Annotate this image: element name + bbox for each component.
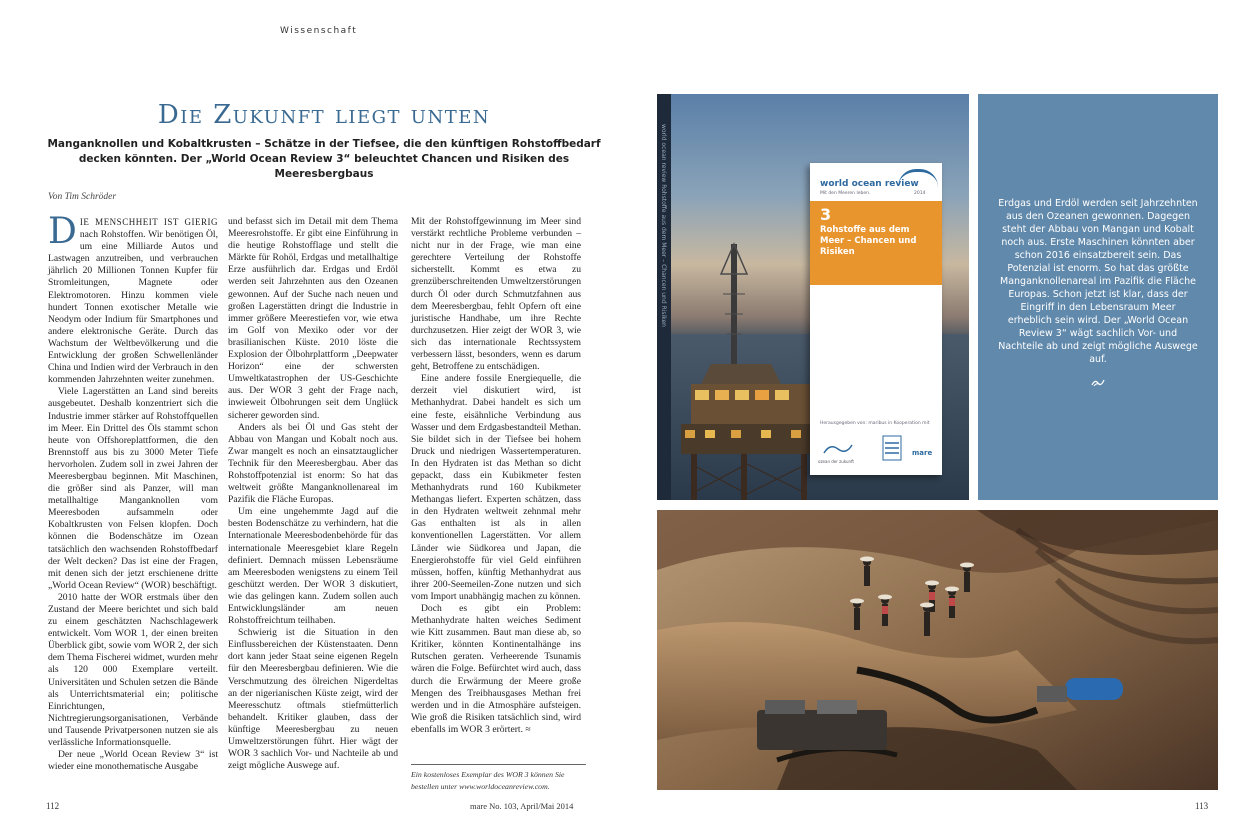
article-title: Die Zukunft liegt unten bbox=[157, 100, 491, 130]
issue-line: mare No. 103, April/Mai 2014 bbox=[470, 801, 574, 811]
footnote: Ein kostenloses Exemplar des WOR 3 können Sie bestellen unter www.worldoceanreview.com. bbox=[411, 764, 586, 793]
book-spine bbox=[657, 94, 671, 500]
mining-scene-illustration bbox=[657, 510, 1218, 790]
paragraph: Doch es gibt ein Problem: Methanhydrate halten weiches Sediment wie Kitt zusammen. Baut man diese ab, so Kritiker, könnten Kontinentalhänge ins Rutschen geraten. Verheerende Tsunamis wären die Folge. Befürchtet wird auch, dass durch die Erwärmung der Meere große Mengen des Treibhausgases Methan frei werden und in die Atmosphäre aufsteigen. Wie groß die Risiken tatsächlich sind, wird ebenfalls im WOR 3 erörtert. ≈ bbox=[411, 603, 581, 735]
mare-logo: mare bbox=[912, 449, 933, 457]
page-number-right: 113 bbox=[1195, 801, 1209, 811]
paragraph: Anders als bei Öl und Gas steht der Abbau von Mangan und Kobalt noch aus. Zwar mangelt es noch an einsatztauglicher Technik für den Meeresbergbau. Aber das Rohstoffpotenzial ist enorm: So hat das weltweit größte Manganknollenareal im Pazifik die Fläche Europas. bbox=[228, 421, 398, 506]
book-title-block bbox=[810, 201, 942, 285]
section-label: Wissenschaft bbox=[280, 26, 358, 36]
lead-paragraph bbox=[48, 211, 218, 386]
drop-cap: D bbox=[48, 211, 77, 252]
info-box-text: Erdgas und Erdöl werden seit Jahrzehnten aus den Ozeanen gewonnen. Dagegen steht der Abbau von Mangan und Kobalt noch aus. Erste Maschinen könnten aber schon 2016 einsatzbereit sein. Das Potenzial ist enorm. So hat das größte Manganknollenareal im Pazifik die Fläche Europas. Schon jetzt ist klar, dass der Eingriff in den Lebensraum Meer erheblich sein wird. Der „World Ocean Review 3“ wägt sachlich Vor- und Nachteile ab und zeigt mögliche Auswege auf. bbox=[998, 198, 1198, 365]
paragraph: Eine andere fossile Energiequelle, die derzeit viel diskutiert wird, ist Methanhydrat. Dabei handelt es sich um eine feste, eisähnliche Verbindung aus Wasser und dem Erdgasbestandteil Methan. Sie bildet sich in der Tiefsee bei hohem Druck und niedrigen Wassertemperaturen. In den Hydraten ist das Methan so dicht gepackt, dass ein Kubikmeter festen Methanhydrats rund 160 Kubikmeter Methangas liefert. Experten schätzen, dass in den Hydraten weltweit zehnmal mehr Gas enthalten ist als in allen konventionellen Lagerstätten. Vor allem Länder wie Südkorea und Japan, die Energierohstoffe für viel Geld einführen müssen, hoffen, künftig Methanhydrat aus ihrer 200-Seemeilen-Zone nutzen und sich vom Import unabhängig machen zu können. bbox=[411, 373, 581, 602]
paragraph: Schwierig ist die Situation in den Einflussbereichen der Küstenstaaten. Denn dort kann jeder Staat seine eigenen Regeln für den Meeresbergbau definieren. Wie die Verschmutzung des ölreichen Nigerdeltas an der nigerianischen Küste zeigt, wird der Meeresschutz oftmals stiefmütterlich behandelt. Kritiker glauben, dass der künftige Meeresbergbau zu neuen Umweltzerstörungen führt. Hier wägt der WOR 3 sachlich Vor- und Nachteile ab und zeigt mögliche Auswege auf. bbox=[228, 627, 398, 772]
book-title: Rohstoffe aus dem Meer – Chancen und Risiken bbox=[820, 225, 917, 257]
book-year: 2014 bbox=[914, 191, 926, 196]
paragraph: Viele Lagerstätten an Land sind bereits ausgebeutet. Deshalb konzentriert sich die Industrie immer stärker auf Rohstoffquellen im Meer. Ein Drittel des Öls stammt schon heute von Offshoreplattformen, die den Brennstoff aus bis zu 3000 Meter Tiefe hervorholen. Zudem soll in zwei Jahren der Meeresbergbau beginnen. Mit Maschinen, die größer sind als Panzer, will man metallhaltige Manganknollen vom Meeresboden aufsammeln oder Kobaltkrusten von Felsen klopfen. Doch können die Bodenschätze im Ozean tatsächlich den wachsenden Rohstoffbedarf der Welt decken? Das ist eine der Fragen, mit denen sich der jetzt erschienene dritte „World Ocean Review“ (WOR) beschäftigt. bbox=[48, 386, 218, 591]
logo-left-text: ozean der zukunft bbox=[818, 459, 854, 464]
spine-text: world ocean review Rohstoffe aus dem Meer – Chancen und Risiken bbox=[660, 124, 667, 327]
book-volume: 3 bbox=[820, 205, 832, 224]
book-brand: world ocean review bbox=[820, 179, 919, 189]
paragraph: Der neue „World Ocean Review 3“ ist wieder eine monothematische Ausgabe bbox=[48, 749, 218, 773]
ozean-der-zukunft-logo-icon bbox=[820, 439, 856, 459]
mining-photo bbox=[657, 510, 1218, 790]
page-number-left: 112 bbox=[46, 801, 60, 811]
paragraph: Mit der Rohstoffgewinnung im Meer sind verstärkt rechtliche Probleme verbunden – nicht nur in der Frage, wie man eine gerechtere Verteilung der Rohstoffe sicherstellt. Kommt es etwa zu grenzüberschreitenden Umweltzerstörungen durch Öl oder durch Schmutzfahnen aus dem Meeresbergbau, fehlt Opfern oft eine juristische Handhabe, um ihre Rechte durchzusetzen. Hier zeigt der WOR 3, wie sich das internationale Rechtssystem verbessern lässt, besonders, wenn es darum geht, Betroffene zu entschädigen. bbox=[411, 216, 581, 373]
book-cover bbox=[810, 163, 942, 475]
text-column-3 bbox=[411, 216, 581, 736]
paragraph: nach Rohstoffen. Wir benötigen Öl, um eine Milliarde Autos und Lastwagen anzutreiben, und verbrauchen jährlich 20 Millionen Tonnen Kupfer für Stromleitungen, Magnete oder Elektromotoren. Hinzu kommen viele hundert Tonnen exotischer Metalle wie Neodym oder Indium für Smartphones und andere elektronische Geräte. Durch das Wachstum der Weltbevölkerung und die Entwicklung der großen Schwellenländer China und Indien wird der Verbrauch in den kommenden Jahrzehnten weiter zunehmen. bbox=[48, 229, 218, 386]
wave-ornament-icon bbox=[1091, 377, 1105, 387]
text-column-1 bbox=[48, 211, 218, 773]
oil-platform-illustration bbox=[671, 234, 831, 500]
paragraph: 2010 hatte der WOR erstmals über den Zustand der Meere berichtet und sich bald zu einem geschätzten Nachschlagewerk entwickelt. Vom WOR 1, der einen breiten Überblick gibt, sowie vom WOR 2, der sich dem Thema Fischerei widmet, wurden mehr als 120 000 Exemplare verteilt. Universitäten und Schulen setzen die Bände als Unterrichtsmaterial ein; politische Einrichtungen, Nichtregierungsorganisationen, Verbände und Tausende Privatpersonen nutzen sie als verlässliche Informationsquelle. bbox=[48, 591, 218, 749]
book-publisher: Herausgegeben von: maribus in Kooperation mit bbox=[820, 421, 930, 426]
text-column-2 bbox=[228, 216, 398, 772]
paragraph: und befasst sich im Detail mit dem Thema Meeresrohstoffe. Er gibt eine Einführung in die heutige Rohstofflage und stellt die Märkte für Rohöl, Erdgas und metallhaltige Erze ausführlich dar. Erdgas und Erdöl werden seit Jahrzehnten aus den Ozeanen gewonnen. Auf der Suche nach neuen und großen Lagerstätten dringt die Industrie in immer größere Meerestiefen vor, wie etwa im Golf von Mexiko oder vor der brasilianischen Küste. 2010 löste die Explosion der Ölbohrplattform „Deepwater Horizon“ eine der schwersten Umweltkatastrophen der US-Geschichte aus. Der WOR 3 geht der Frage nach, inwieweit Ölbohrungen seit dem Unglück sicherer geworden sind. bbox=[228, 216, 398, 421]
university-seal-icon bbox=[882, 435, 902, 461]
byline: Von Tim Schröder bbox=[48, 192, 117, 202]
info-box bbox=[978, 94, 1218, 500]
article-subtitle: Manganknollen und Kobaltkrusten – Schätze in der Tiefsee, die den künftigen Rohstoffbedarf decken könnten. Der „World Ocean Review 3“ beleuchtet Chancen und Risiken des Meeresbergbaus bbox=[47, 138, 601, 180]
paragraph: Um eine ungehemmte Jagd auf die besten Bodenschätze zu verhindern, hat die Internationale Meeresbodenbehörde für das internationale Meeresgebiet klare Regeln definiert. Demnach müssen Lebensräume am Meeresboden wenigstens zu einem Teil geschützt werden. Der WOR 3 diskutiert, wie das gelingen kann. Zudem sollen auch Entwicklungsländer am neuen Rohstoffreichtum teilhaben. bbox=[228, 506, 398, 627]
book-brand-sub: Mit den Meeren leben. bbox=[820, 191, 871, 196]
lead-caps: IE MENSCHHEIT IST GIERIG bbox=[79, 217, 218, 227]
